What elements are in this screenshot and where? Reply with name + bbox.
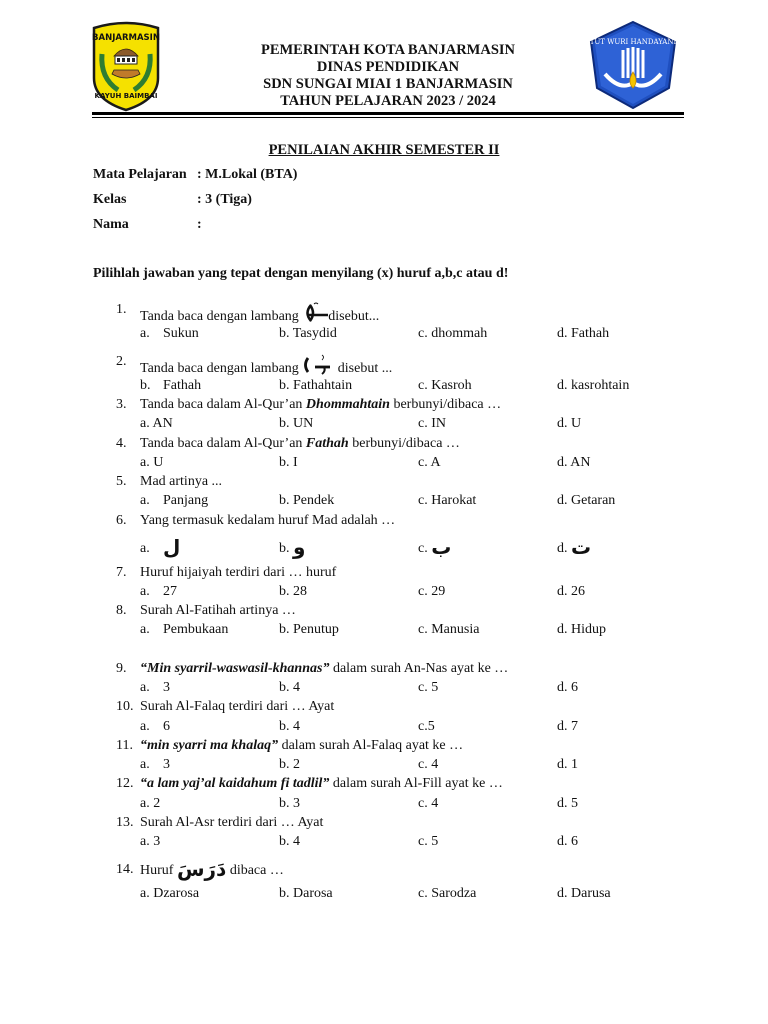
option-d[interactable]: d. Fathah [557,326,610,341]
option-b[interactable]: b. UN [279,416,314,431]
option-c[interactable]: c.5 [418,719,435,734]
option-b[interactable]: b. Penutup [279,622,339,637]
question-number: 5. [116,474,127,489]
option-d[interactable]: d. ت [557,535,592,559]
option-c[interactable]: c. Sarodza [418,886,477,901]
option-c[interactable]: c. dhommah [418,326,488,341]
option-c[interactable]: c. Harokat [418,493,477,508]
arabic-letter-lam: ل [163,535,181,559]
option-a[interactable]: a. 27 [140,584,177,599]
option-c[interactable]: c. A [418,455,441,470]
letterhead-line-department: DINAS PENDIDIKAN [316,59,460,75]
question-number: 12. [116,776,134,791]
question-number: 8. [116,603,127,618]
meta-name [93,217,202,233]
option-d[interactable]: d. AN [557,455,591,470]
question-emphasis: “Min syarril-waswasil-khannas” [140,661,330,676]
option-d[interactable]: d. 5 [557,796,578,811]
exam-title-text: PENILAIAN AKHIR SEMESTER II [268,142,500,158]
question-number: 3. [116,397,127,412]
letterhead-line-school: SDN SUNGAI MIAI 1 BANJARMASIN [263,76,513,92]
option-a[interactable]: a. 2 [140,796,161,811]
option-a[interactable]: a. 3 [140,680,170,695]
question-emphasis: Dhommahtain [305,397,390,412]
question-text-before: Tanda baca dengan lambang [140,309,299,324]
option-a[interactable]: a. 3 [140,834,161,849]
meta-class [93,192,252,208]
question-emphasis: “a lam yaj’al kaidahum fi tadlil” [140,776,330,791]
svg-text:BANJARMASIN: BANJARMASIN [92,33,160,43]
question-number: 10. [116,699,134,714]
svg-text:KAYUH BAIMBAI: KAYUH BAIMBAI [94,92,158,100]
option-b[interactable]: b. Darosa [279,886,333,901]
option-c[interactable]: c. 4 [418,796,439,811]
question-number: 9. [116,661,127,676]
option-c[interactable]: c. Kasroh [418,378,472,393]
question-number: 1. [116,302,127,317]
question-text: “min syarri ma khalaq” dalam surah Al-Falaq ayat ke … [140,738,464,753]
letterhead-line-academic-year: TAHUN PELAJARAN 2023 / 2024 [280,93,496,109]
exam-title [0,141,768,159]
option-a[interactable]: a. Panjang [140,493,209,508]
option-b[interactable]: b. Pendek [279,493,335,508]
option-a[interactable]: a. AN [140,416,173,431]
meta-subject [93,167,297,183]
option-a[interactable]: a. Dzarosa [140,886,200,901]
question-text [140,302,379,329]
option-c[interactable]: c. Manusia [418,622,480,637]
option-b[interactable]: b. Tasydid [279,326,337,341]
meta-class-value: : 3 (Tiga) [197,192,252,207]
option-c[interactable]: c. 5 [418,834,439,849]
question-text: Mad artinya ... [140,474,223,489]
meta-subject-value: : M.Lokal (BTA) [197,167,298,182]
option-c[interactable]: c. 5 [418,680,439,695]
meta-class-label: Kelas [93,192,127,207]
option-a[interactable]: b. Fathah [140,378,202,393]
question-text: Yang termasuk kedalam huruf Mad adalah … [140,513,396,528]
option-d[interactable]: d. Hidup [557,622,606,637]
letterhead [200,42,576,110]
option-a[interactable]: a. Pembukaan [140,622,229,637]
letterhead-line-government: PEMERINTAH KOTA BANJARMASIN [260,42,516,58]
question-number: 14. [116,862,134,877]
option-d[interactable]: d. kasrohtain [557,378,630,393]
option-d[interactable]: d. 7 [557,719,578,734]
option-c[interactable]: c. 29 [418,584,446,599]
instruction: Pilihlah jawaban yang tepat dengan menyilang (x) huruf a,b,c atau d! [93,266,509,281]
meta-name-label: Nama [93,217,129,232]
question-number: 6. [116,513,127,528]
banjarmasin-city-logo [88,20,164,112]
option-b[interactable]: b. 28 [279,584,307,599]
letterhead-divider-thick [92,112,684,115]
option-a[interactable]: a. 6 [140,719,170,734]
arabic-letter-ta: ت [571,535,592,559]
option-c[interactable]: c. 4 [418,757,439,772]
option-d[interactable]: d. 6 [557,834,578,849]
question-emphasis: “min syarri ma khalaq” [140,738,279,753]
option-d[interactable]: d. U [557,416,582,431]
question-text: Surah Al-Asr terdiri dari … Ayat [140,815,324,830]
option-b[interactable]: b. I [279,455,298,470]
svg-text:TUT WURI HANDAYANI: TUT WURI HANDAYANI [589,38,677,46]
option-d[interactable]: d. 6 [557,680,578,695]
question-number: 13. [116,815,134,830]
option-b[interactable]: b. و [279,535,306,559]
arabic-word-darosa: دَرَسَ [176,857,227,881]
question-number: 4. [116,436,127,451]
question-text: Surah Al-Fatihah artinya … [140,603,296,618]
tut-wuri-handayani-logo [585,20,681,110]
sukun-sign-icon [302,302,328,329]
question-emphasis: Fathah [305,436,349,451]
option-d[interactable]: d. Getaran [557,493,616,508]
option-d[interactable]: d. Darusa [557,886,611,901]
arabic-letter-waw: و [293,535,306,559]
meta-name-value: : [197,217,202,232]
question-text: “Min syarril-waswasil-khannas” dalam surah An-Nas ayat ke … [140,661,509,676]
question-text-after: disebut... [328,309,380,324]
question-text: Tanda baca dalam Al-Qur’an Fathah berbunyi/dibaca … [140,436,460,451]
question-text: Huruf hijaiyah terdiri dari … huruf [140,565,337,580]
question-text [140,354,392,381]
question-text: “a lam yaj’al kaidahum fi tadlil” dalam surah Al-Fill ayat ke … [140,776,503,791]
option-b[interactable]: b. 4 [279,680,300,695]
option-c[interactable]: c. ب [418,535,452,559]
fathah-sign-icon [302,354,334,381]
option-b[interactable]: b. Fathahtain [279,378,353,393]
option-a[interactable]: a. Sukun [140,326,199,341]
option-d[interactable]: d. 26 [557,584,585,599]
question-text: Huruf دَرَسَ dibaca … [140,857,284,881]
question-number: 7. [116,565,127,580]
option-a[interactable]: a. ل [140,535,181,559]
question-text-before: Tanda baca dengan lambang [140,361,299,376]
question-text: Surah Al-Falaq terdiri dari … Ayat [140,699,335,714]
option-b[interactable]: b. 2 [279,757,300,772]
meta-subject-label: Mata Pelajaran [93,167,187,182]
letterhead-divider-thin [92,117,684,118]
option-b[interactable]: b. 4 [279,719,300,734]
option-a[interactable]: a. U [140,455,164,470]
question-number: 11. [116,738,133,753]
question-text: Tanda baca dalam Al-Qur’an Dhommahtain berbunyi/dibaca … [140,397,502,412]
option-b[interactable]: b. 4 [279,834,300,849]
option-b[interactable]: b. 3 [279,796,300,811]
question-number: 2. [116,354,127,369]
option-c[interactable]: c. IN [418,416,446,431]
option-a[interactable]: a. 3 [140,757,170,772]
question-text-after: disebut ... [337,361,393,376]
arabic-letter-ba: ب [431,535,452,559]
option-d[interactable]: d. 1 [557,757,578,772]
